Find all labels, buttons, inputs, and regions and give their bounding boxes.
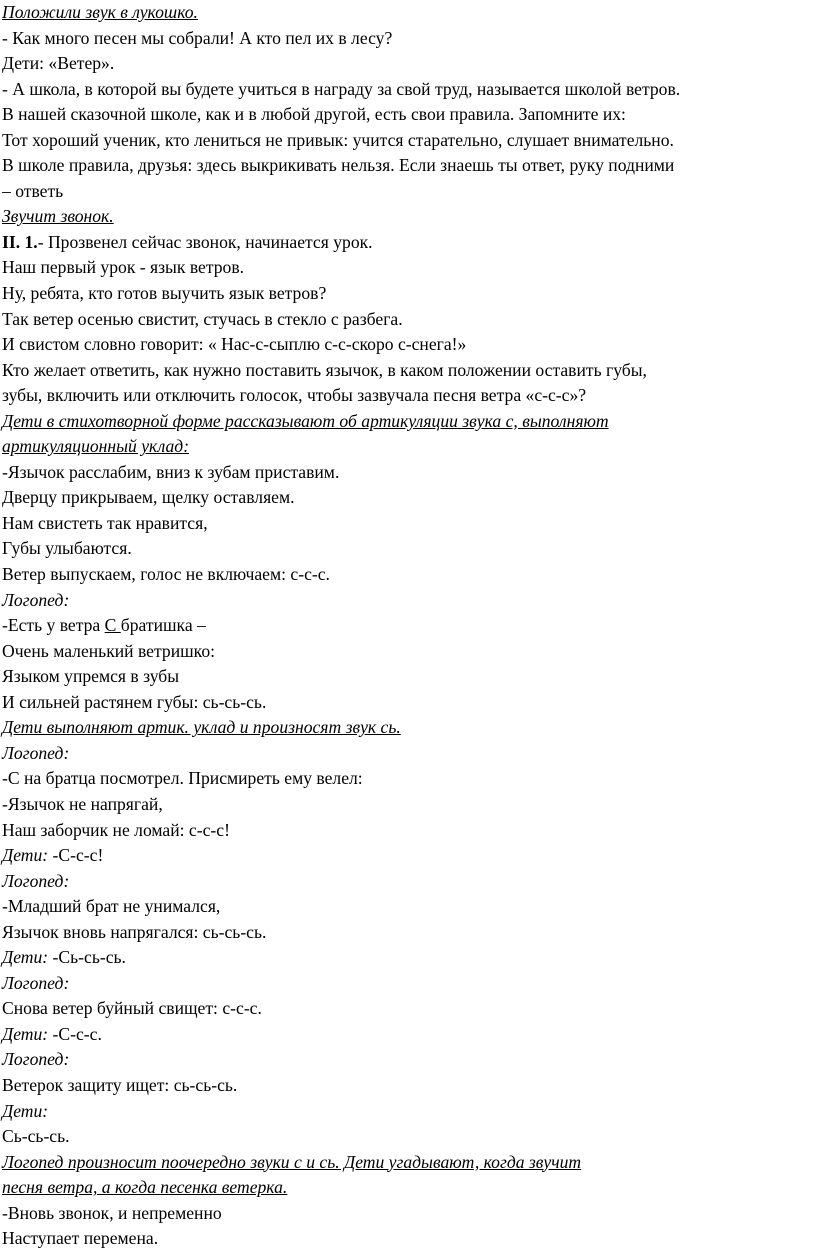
dialogue-line (2, 945, 814, 971)
text-line: -Язычок не напрягай, (2, 793, 163, 814)
text-line: - Как много песен мы собрали! А кто пел их в лесу? (2, 27, 393, 48)
text-line: И сильней растянем губы: сь-сь-сь. (2, 691, 267, 712)
text-line: – ответь (2, 180, 64, 201)
stage-direction: Положили звук в лукошко. (2, 2, 198, 22)
stage-direction: Логопед произносит поочередно звуки с и сь. Дети угадывают, когда звучит (2, 1151, 582, 1172)
text-line: Дети: «Ветер». (2, 53, 115, 74)
text-line: -Вновь звонок, и непременно (2, 1202, 222, 1223)
text-line: В школе правила, друзья: здесь выкрикивать нельзя. Если знаешь ты ответ, руку подними (2, 155, 675, 176)
text-fragment: братишка – (120, 615, 206, 636)
stage-direction: Дети в стихотворной форме рассказывают об артикуляции звука с, выполняют (2, 410, 609, 431)
underlined-letter: С (104, 615, 121, 636)
text-line (2, 613, 814, 639)
speaker-label: Логопед: (2, 972, 70, 993)
stage-direction: артикуляционный уклад: (2, 436, 190, 457)
text-line: Ветер выпускаем, голос не включаем: с-с-с. (2, 564, 330, 585)
dialogue-text: -Сь-сь-сь. (48, 947, 126, 968)
text-line: -Язычок расслабим, вниз к зубам приставим. (2, 461, 340, 482)
speaker-label: Логопед: (2, 1049, 70, 1070)
text-line: -С на братца посмотрел. Присмиреть ему велел: (2, 768, 363, 789)
section-text: - Прозвенел сейчас звонок, начинается урок. (37, 231, 373, 252)
text-line: - А школа, в которой вы будете учиться в награду за свой труд, называется школой ветров. (2, 78, 681, 99)
text-line: В нашей сказочной школе, как и в любой другой, есть свои правила. Запомните их: (2, 104, 626, 125)
text-line: Ну, ребята, кто готов выучить язык ветров? (2, 283, 327, 304)
text-line: Так ветер осенью свистит, стучась в стекло с разбега. (2, 308, 403, 329)
stage-direction: Дети выполняют артик. уклад и произносят звук сь. (2, 717, 401, 738)
speaker-label: Дети: (2, 1100, 49, 1121)
text-line: Ветерок защиту ищет: сь-сь-сь. (2, 1074, 238, 1095)
text-line: Дверцу прикрываем, щелку оставляем. (2, 487, 295, 508)
text-line: Очень маленький ветришко: (2, 640, 215, 661)
speaker-label: Логопед: (2, 870, 70, 891)
dialogue-text: -С-с-с! (48, 845, 104, 866)
dialogue-text: -С-с-с. (48, 1023, 102, 1044)
speaker-label: Дети: (2, 947, 49, 968)
dialogue-line (2, 1022, 814, 1048)
text-line: Языком упремся в зубы (2, 666, 180, 687)
text-line: -Младший брат не унимался, (2, 896, 221, 917)
text-line: Наш заборчик не ломай: с-с-с! (2, 819, 230, 840)
text-fragment: -Есть у ветра (2, 615, 105, 636)
text-line: Тот хороший ученик, кто лениться не привык: учится старательно, слушает внимательно. (2, 129, 674, 150)
text-line: Сь-сь-сь. (2, 1126, 70, 1147)
speaker-label: Логопед: (2, 742, 70, 763)
section-line (2, 230, 814, 256)
text-line: Снова ветер буйный свищет: с-с-с. (2, 998, 262, 1019)
text-line: Нам свистеть так нравится, (2, 512, 208, 533)
stage-direction: песня ветра, а когда песенка ветерка. (2, 1177, 288, 1198)
text-line: зубы, включить или отключить голосок, чтобы зазвучала песня ветра «с-с-с»? (2, 385, 587, 406)
text-line: Губы улыбаются. (2, 538, 132, 559)
text-line: Язычок вновь напрягался: сь-сь-сь. (2, 921, 267, 942)
section-number: II. 1. (2, 231, 38, 252)
stage-direction: Звучит звонок. (2, 206, 114, 227)
text-line: Кто желает ответить, как нужно поставить язычок, в каком положении оставить губы, (2, 359, 647, 380)
speaker-label: Дети: (2, 1023, 49, 1044)
speaker-label: Логопед: (2, 589, 70, 610)
dialogue-line (2, 843, 814, 869)
text-line: Наступает перемена. (2, 1228, 159, 1249)
speaker-label: Дети: (2, 845, 49, 866)
text-line: И свистом словно говорит: « Нас-с-сыплю с-с-скоро с-снега!» (2, 334, 467, 355)
text-line: Наш первый урок - язык ветров. (2, 257, 245, 278)
